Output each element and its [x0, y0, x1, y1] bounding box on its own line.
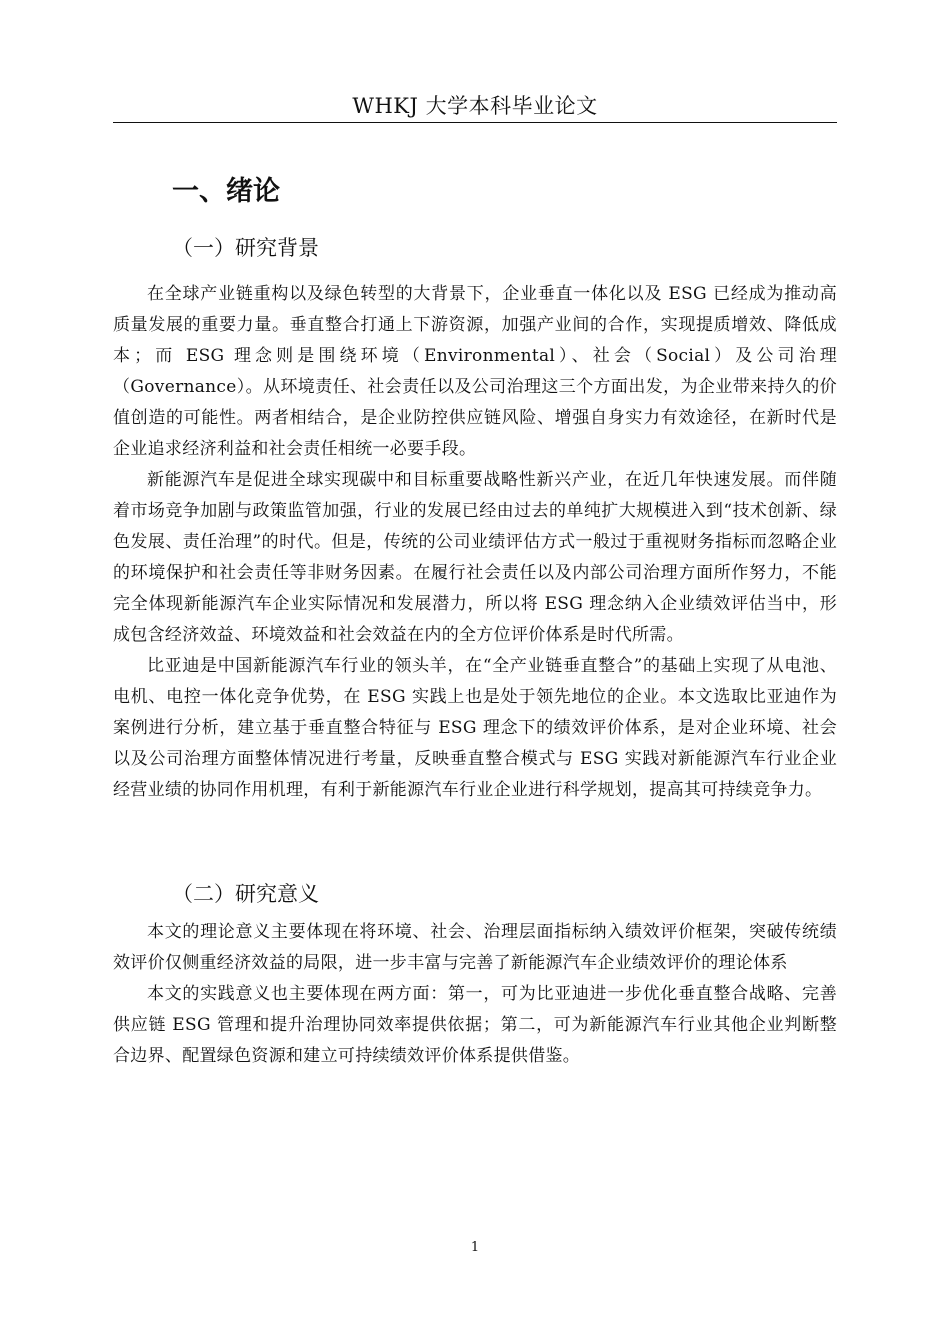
paragraph: 新能源汽车是促进全球实现碳中和目标重要战略性新兴产业，在近几年快速发展。而伴随着市场竞争加剧与政策监管加强，行业的发展已经由过去的单纯扩大规模进入到“技术创新、绿色发展、责任治理”的时代。但是，传统的公司业绩评估方式一般过于重视财务指标而忽略企业的环境保护和社会责任等非财务因素。在履行社会责任以及内部公司治理方面所作努力，不能完全体现新能源汽车企业实际情况和发展潜力，所以将 ESG 理念纳入企业绩效评估当中，形成包含经济效益、环境效益和社会效益在内的全方位评价体系是时代所需。	[113, 470, 837, 645]
section-body-background	[113, 279, 837, 806]
section-body-significance	[113, 917, 837, 1072]
paragraph: 本文的理论意义主要体现在将环境、社会、治理层面指标纳入绩效评价框架，突破传统绩效评价仅侧重经济效益的局限，进一步丰富与完善了新能源汽车企业绩效评价的理论体系	[113, 922, 837, 973]
chapter-title: 一、绪论	[172, 176, 280, 207]
section-title-significance: （二）研究意义	[172, 882, 319, 906]
page-number: 1	[470, 1240, 480, 1255]
header-title: WHKJ 大学本科毕业论文	[352, 94, 598, 118]
paragraph: 在全球产业链重构以及绿色转型的大背景下，企业垂直一体化以及 ESG 已经成为推动高质量发展的重要力量。垂直整合打通上下游资源，加强产业间的合作，实现提质增效、降低成本；而 ESG 理念则是围绕环境（Environmental）、社会（Social）及公司治理（Governance）。从环境责任、社会责任以及公司治理这三个方面出发，为企业带来持久的价值创造的可能性。两者相结合，是企业防控供应链风险、增强自身实力有效途径，在新时代是企业追求经济利益和社会责任相统一必要手段。	[113, 284, 837, 459]
paragraph: 比亚迪是中国新能源汽车行业的领头羊，在“全产业链垂直整合”的基础上实现了从电池、电机、电控一体化竞争优势，在 ESG 实践上也是处于领先地位的企业。本文选取比亚迪作为案例进行分析，建立基于垂直整合特征与 ESG 理念下的绩效评价体系，是对企业环境、社会以及公司治理方面整体情况进行考量，反映垂直整合模式与 ESG 实践对新能源汽车行业企业经营业绩的协同作用机理，有利于新能源汽车行业企业进行科学规划，提高其可持续竞争力。	[113, 656, 837, 800]
section-title-background: （一）研究背景	[172, 236, 319, 260]
page-header	[113, 90, 837, 123]
paragraph: 本文的实践意义也主要体现在两方面：第一，可为比亚迪进一步优化垂直整合战略、完善供应链 ESG 管理和提升治理协同效率提供依据；第二，可为新能源汽车行业其他企业判断整合边界、配置绿色资源和建立可持续绩效评价体系提供借鉴。	[113, 984, 837, 1066]
